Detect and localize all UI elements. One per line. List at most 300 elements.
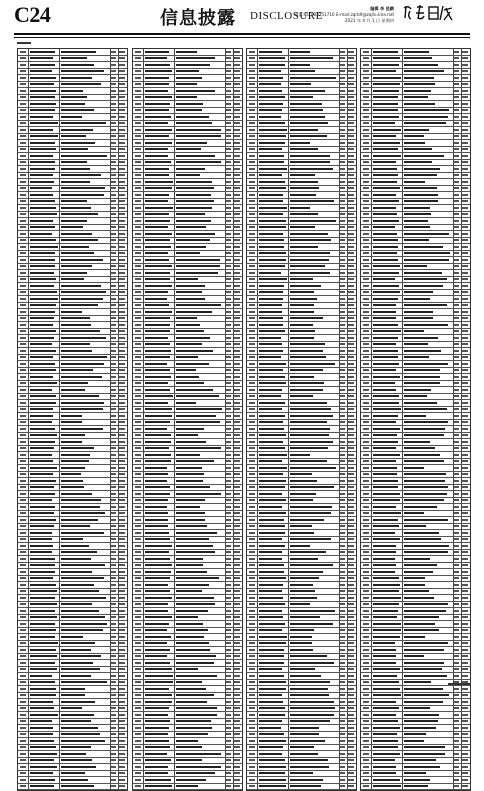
- table-cell-text: [462, 83, 468, 85]
- table-cell-text: [454, 746, 459, 748]
- table-cell-text: [462, 64, 468, 66]
- table-cell-text: [111, 265, 116, 267]
- table-cell-text: [111, 363, 116, 365]
- table-cell-text: [340, 486, 345, 488]
- table-cell-text: [249, 350, 255, 352]
- table-cell-text: [119, 785, 125, 787]
- table-cell-text: [30, 109, 55, 111]
- table-cell-text: [234, 532, 240, 534]
- table-cell-text: [462, 545, 468, 547]
- table-cell-text: [145, 551, 169, 553]
- table-cell-text: [30, 77, 56, 79]
- table-cell-text: [348, 298, 354, 300]
- table-cell-text: [290, 779, 323, 781]
- table-cell-text: [30, 454, 52, 456]
- table-cell-text: [135, 272, 141, 274]
- table-cell-text: [111, 285, 116, 287]
- table-cell-text: [226, 590, 231, 592]
- table-cell-text: [119, 343, 125, 345]
- table-cell-text: [340, 350, 345, 352]
- table-cell-text: [176, 415, 216, 417]
- table-cell-text: [234, 402, 240, 404]
- header-rule: [14, 33, 470, 35]
- table-cell-text: [454, 298, 459, 300]
- table-cell-text: [462, 135, 468, 137]
- table-cell-text: [462, 564, 468, 566]
- table-cell-text: [348, 135, 354, 137]
- table-cell-text: [373, 694, 401, 696]
- table-cell-text: [119, 649, 125, 651]
- table-cell-text: [290, 363, 335, 365]
- table-cell-text: [249, 616, 255, 618]
- table-cell-text: [454, 473, 459, 475]
- table-cell-text: [290, 480, 317, 482]
- table-cell-text: [259, 70, 281, 72]
- table-cell-text: [290, 174, 315, 176]
- table-cell-text: [259, 538, 282, 540]
- table-cell-text: [348, 363, 354, 365]
- table-cell-text: [30, 681, 55, 683]
- table-cell-text: [145, 200, 168, 202]
- table-cell-text: [404, 649, 444, 651]
- table-cell-text: [404, 486, 448, 488]
- table-cell-text: [373, 239, 398, 241]
- table-cell-text: [290, 408, 331, 410]
- table-cell-text: [135, 499, 141, 501]
- table-cell-text: [249, 519, 255, 521]
- table-cell-text: [340, 577, 345, 579]
- table-cell-text: [290, 187, 319, 189]
- table-cell-text: [135, 226, 141, 228]
- table-cell-text: [234, 428, 240, 430]
- table-cell-text: [135, 233, 141, 235]
- table-cell-text: [234, 109, 240, 111]
- table-cell-text: [340, 233, 345, 235]
- table-cell-text: [363, 382, 369, 384]
- table-cell-text: [61, 454, 90, 456]
- table-cell-text: [119, 714, 125, 716]
- table-cell-text: [290, 181, 318, 183]
- table-cell-text: [249, 493, 255, 495]
- table-cell-text: [404, 122, 446, 124]
- table-cell-text: [363, 642, 369, 644]
- table-cell-text: [176, 655, 216, 657]
- table-cell-text: [234, 681, 240, 683]
- table-cell-text: [20, 402, 26, 404]
- table-cell-text: [404, 330, 424, 332]
- table-cell-text: [348, 460, 354, 462]
- table-cell-text: [404, 759, 436, 761]
- table-cell-text: [61, 655, 101, 657]
- table-cell-text: [111, 551, 116, 553]
- table-cell-text: [340, 447, 345, 449]
- table-cell-text: [111, 486, 116, 488]
- table-cell-text: [249, 135, 255, 137]
- table-cell-text: [363, 506, 369, 508]
- table-cell-text: [234, 649, 240, 651]
- table-cell-text: [363, 434, 369, 436]
- table-cell-text: [135, 772, 141, 774]
- table-cell-text: [176, 753, 221, 755]
- table-cell-text: [404, 317, 433, 319]
- table-cell-text: [61, 421, 82, 423]
- table-cell-text: [454, 655, 459, 657]
- table-cell-text: [226, 785, 231, 787]
- table-cell-text: [176, 116, 209, 118]
- table-cell-text: [249, 675, 255, 677]
- table-cell-text: [234, 57, 240, 59]
- table-cell-text: [363, 499, 369, 501]
- table-cell-text: [111, 532, 116, 534]
- table-cell-text: [176, 356, 198, 358]
- table-cell-text: [249, 434, 255, 436]
- table-cell-text: [249, 486, 255, 488]
- table-cell-text: [373, 525, 399, 527]
- table-cell-text: [290, 265, 325, 267]
- table-cell-text: [249, 597, 255, 599]
- table-cell-text: [454, 519, 459, 521]
- table-cell-text: [340, 584, 345, 586]
- table-cell-text: [290, 376, 314, 378]
- table-cell-text: [363, 64, 369, 66]
- table-cell-text: [454, 246, 459, 248]
- table-cell-text: [226, 174, 231, 176]
- table-cell-text: [20, 311, 26, 313]
- table-cell-text: [363, 239, 369, 241]
- table-cell-text: [404, 590, 429, 592]
- table-cell-text: [111, 740, 116, 742]
- table-cell-text: [348, 343, 354, 345]
- table-cell-text: [111, 662, 116, 664]
- table-cell-text: [61, 135, 86, 137]
- table-cell-text: [363, 740, 369, 742]
- table-cell-text: [259, 285, 284, 287]
- table-cell-text: [373, 779, 400, 781]
- table-cell-text: [111, 239, 116, 241]
- table-cell-text: [234, 161, 240, 163]
- table-cell-text: [135, 655, 141, 657]
- table-cell-text: [348, 174, 354, 176]
- table-cell-text: [340, 746, 345, 748]
- table-cell-text: [348, 447, 354, 449]
- table-cell-text: [363, 772, 369, 774]
- table-cell-text: [454, 740, 459, 742]
- table-cell-text: [226, 103, 231, 105]
- table-cell-text: [340, 415, 345, 417]
- table-cell-text: [348, 545, 354, 547]
- table-cell-text: [20, 603, 26, 605]
- table-cell-text: [61, 285, 101, 287]
- table-cell-text: [135, 109, 141, 111]
- table-cell-text: [226, 194, 231, 196]
- table-cell-text: [145, 129, 172, 131]
- table-cell-text: [454, 590, 459, 592]
- table-cell-text: [234, 441, 240, 443]
- table-cell-text: [119, 259, 125, 261]
- table-cell-text: [234, 447, 240, 449]
- table-cell-text: [249, 668, 255, 670]
- table-cell-text: [348, 220, 354, 222]
- table-cell-text: [454, 168, 459, 170]
- table-cell-text: [135, 597, 141, 599]
- table-cell-text: [135, 252, 141, 254]
- table-cell-text: [462, 434, 468, 436]
- table-cell-text: [462, 252, 468, 254]
- table-cell-text: [30, 285, 54, 287]
- table-cell-text: [145, 480, 167, 482]
- table-cell-text: [111, 356, 116, 358]
- table-cell-text: [373, 356, 398, 358]
- table-cell-text: [462, 428, 468, 430]
- table-cell-text: [234, 142, 240, 144]
- table-cell-text: [348, 558, 354, 560]
- table-cell-text: [61, 109, 94, 111]
- table-cell-text: [348, 187, 354, 189]
- table-cell-text: [226, 265, 231, 267]
- table-cell-text: [340, 298, 345, 300]
- table-cell-text: [454, 129, 459, 131]
- table-cell-text: [61, 246, 89, 248]
- table-cell-text: [249, 194, 255, 196]
- table-cell-text: [111, 129, 116, 131]
- table-cell-text: [20, 532, 26, 534]
- table-cell-text: [348, 83, 354, 85]
- table-cell-text: [373, 57, 400, 59]
- table-cell-text: [135, 740, 141, 742]
- table-cell-text: [259, 662, 284, 664]
- table-cell-text: [462, 187, 468, 189]
- table-cell-text: [462, 668, 468, 670]
- table-cell-text: [462, 369, 468, 371]
- table-cell-text: [176, 363, 209, 365]
- table-cell-text: [348, 727, 354, 729]
- table-cell-text: [111, 291, 116, 293]
- table-cell-text: [404, 460, 444, 462]
- table-cell-text: [259, 57, 285, 59]
- table-cell-text: [462, 168, 468, 170]
- table-cell-text: [30, 512, 54, 514]
- table-cell-text: [61, 584, 94, 586]
- table-cell-text: [290, 70, 315, 72]
- table-cell-text: [61, 532, 104, 534]
- table-cell-text: [176, 213, 205, 215]
- table-cell-text: [348, 441, 354, 443]
- table-cell-text: [20, 421, 26, 423]
- table-cell-text: [30, 148, 56, 150]
- table-cell-text: [61, 83, 101, 85]
- table-cell-text: [135, 395, 141, 397]
- table-cell-text: [226, 298, 231, 300]
- table-cell-text: [404, 83, 435, 85]
- table-cell-text: [363, 519, 369, 521]
- table-cell-text: [404, 434, 444, 436]
- table-cell-text: [462, 590, 468, 592]
- table-cell-text: [373, 135, 396, 137]
- table-cell-text: [145, 382, 168, 384]
- table-cell-text: [145, 785, 172, 787]
- table-cell-text: [454, 707, 459, 709]
- footer-mark: [448, 683, 470, 685]
- table-cell-text: [119, 701, 125, 703]
- table-cell-text: [135, 324, 141, 326]
- table-cell-text: [145, 337, 168, 339]
- table-cell-text: [135, 629, 141, 631]
- table-cell-text: [290, 720, 330, 722]
- table-cell-text: [119, 571, 125, 573]
- table-cell-text: [226, 434, 231, 436]
- table-cell-text: [234, 519, 240, 521]
- table-cell-text: [145, 577, 170, 579]
- table-cell-text: [226, 701, 231, 703]
- table-cell-text: [226, 356, 231, 358]
- table-cell-text: [61, 265, 92, 267]
- table-cell-text: [259, 746, 283, 748]
- table-cell-text: [119, 304, 125, 306]
- table-cell-text: [454, 57, 459, 59]
- table-cell-text: [30, 434, 57, 436]
- table-cell-text: [61, 493, 92, 495]
- table-cell-text: [145, 96, 172, 98]
- table-cell-text: [30, 701, 53, 703]
- table-cell-text: [30, 155, 53, 157]
- table-cell-text: [340, 109, 345, 111]
- table-cell-text: [30, 369, 56, 371]
- table-cell-text: [404, 558, 430, 560]
- table-cell-text: [145, 512, 168, 514]
- table-cell-text: [454, 90, 459, 92]
- table-cell-text: [454, 688, 459, 690]
- table-cell-text: [145, 174, 169, 176]
- table-cell-text: [111, 512, 116, 514]
- table-cell-text: [404, 564, 437, 566]
- table-cell-text: [259, 454, 287, 456]
- table-cell-text: [119, 291, 125, 293]
- table-cell-text: [30, 421, 52, 423]
- table-cell-text: [249, 239, 255, 241]
- table-cell-text: [404, 233, 449, 235]
- table-cell-text: [373, 441, 398, 443]
- table-cell-text: [20, 779, 26, 781]
- table-cell-text: [20, 473, 26, 475]
- table-cell-text: [348, 714, 354, 716]
- table-cell-text: [135, 363, 141, 365]
- table-cell-text: [462, 317, 468, 319]
- table-cell-text: [348, 688, 354, 690]
- table-cell-text: [462, 655, 468, 657]
- table-cell-text: [61, 356, 107, 358]
- table-cell-text: [462, 629, 468, 631]
- table-cell-text: [145, 441, 171, 443]
- table-cell-text: [61, 434, 85, 436]
- table-cell-text: [61, 512, 105, 514]
- table-cell-text: [249, 740, 255, 742]
- table-cell-text: [462, 740, 468, 742]
- table-cell-text: [20, 441, 26, 443]
- table-cell-text: [363, 168, 369, 170]
- table-cell-text: [454, 675, 459, 677]
- table-cell-text: [176, 304, 221, 306]
- table-cell-text: [348, 538, 354, 540]
- table-cell-text: [340, 51, 345, 53]
- table-cell-text: [226, 480, 231, 482]
- table-cell-text: [176, 779, 206, 781]
- table-cell-text: [226, 428, 231, 430]
- table-cell-text: [234, 642, 240, 644]
- table-cell-text: [176, 746, 202, 748]
- table-cell-text: [226, 545, 231, 547]
- table-cell-text: [111, 603, 116, 605]
- table-cell-text: [20, 668, 26, 670]
- table-cell-text: [135, 610, 141, 612]
- table-cell-text: [20, 746, 26, 748]
- table-cell-text: [340, 701, 345, 703]
- table-cell-text: [348, 155, 354, 157]
- table-cell-text: [290, 239, 331, 241]
- table-cell-text: [234, 616, 240, 618]
- table-cell-text: [234, 135, 240, 137]
- table-cell-text: [462, 389, 468, 391]
- table-cell-text: [363, 200, 369, 202]
- table-cell-text: [111, 545, 116, 547]
- table-cell-text: [61, 415, 82, 417]
- table-cell-text: [404, 506, 437, 508]
- table-cell-text: [119, 116, 125, 118]
- table-cell-text: [373, 577, 399, 579]
- table-cell-text: [20, 181, 26, 183]
- table-cell-text: [348, 493, 354, 495]
- table-cell-text: [340, 122, 345, 124]
- table-cell-text: [111, 148, 116, 150]
- table-cell-text: [404, 142, 425, 144]
- table-cell-text: [259, 551, 282, 553]
- table-cell-text: [348, 304, 354, 306]
- table-cell-text: [145, 701, 172, 703]
- table-cell-text: [290, 538, 331, 540]
- table-cell-text: [290, 415, 333, 417]
- table-cell-text: [61, 558, 91, 560]
- table-cell-text: [30, 493, 55, 495]
- table-cell-text: [145, 148, 168, 150]
- table-cell-text: [259, 603, 285, 605]
- table-cell-text: [259, 343, 282, 345]
- table-cell-text: [290, 278, 313, 280]
- table-cell-text: [373, 759, 395, 761]
- table-cell-text: [111, 324, 116, 326]
- table-cell-text: [373, 363, 399, 365]
- table-cell-text: [145, 486, 170, 488]
- table-cell-text: [119, 135, 125, 137]
- table-cell-text: [340, 142, 345, 144]
- table-cell-text: [61, 480, 83, 482]
- table-cell-text: [20, 564, 26, 566]
- table-cell-text: [462, 90, 468, 92]
- table-cell-text: [249, 213, 255, 215]
- table-cell-text: [176, 382, 204, 384]
- table-cell-text: [404, 278, 447, 280]
- table-cell-text: [363, 447, 369, 449]
- table-cell-text: [30, 506, 55, 508]
- table-cell-text: [373, 285, 399, 287]
- table-cell-text: [119, 551, 125, 553]
- table-cell-text: [145, 389, 170, 391]
- table-cell-text: [30, 720, 52, 722]
- table-cell-text: [259, 363, 286, 365]
- table-cell-text: [363, 460, 369, 462]
- table-cell-text: [290, 727, 319, 729]
- table-cell-text: [404, 597, 434, 599]
- table-cell-text: [119, 668, 125, 670]
- table-cell-text: [249, 733, 255, 735]
